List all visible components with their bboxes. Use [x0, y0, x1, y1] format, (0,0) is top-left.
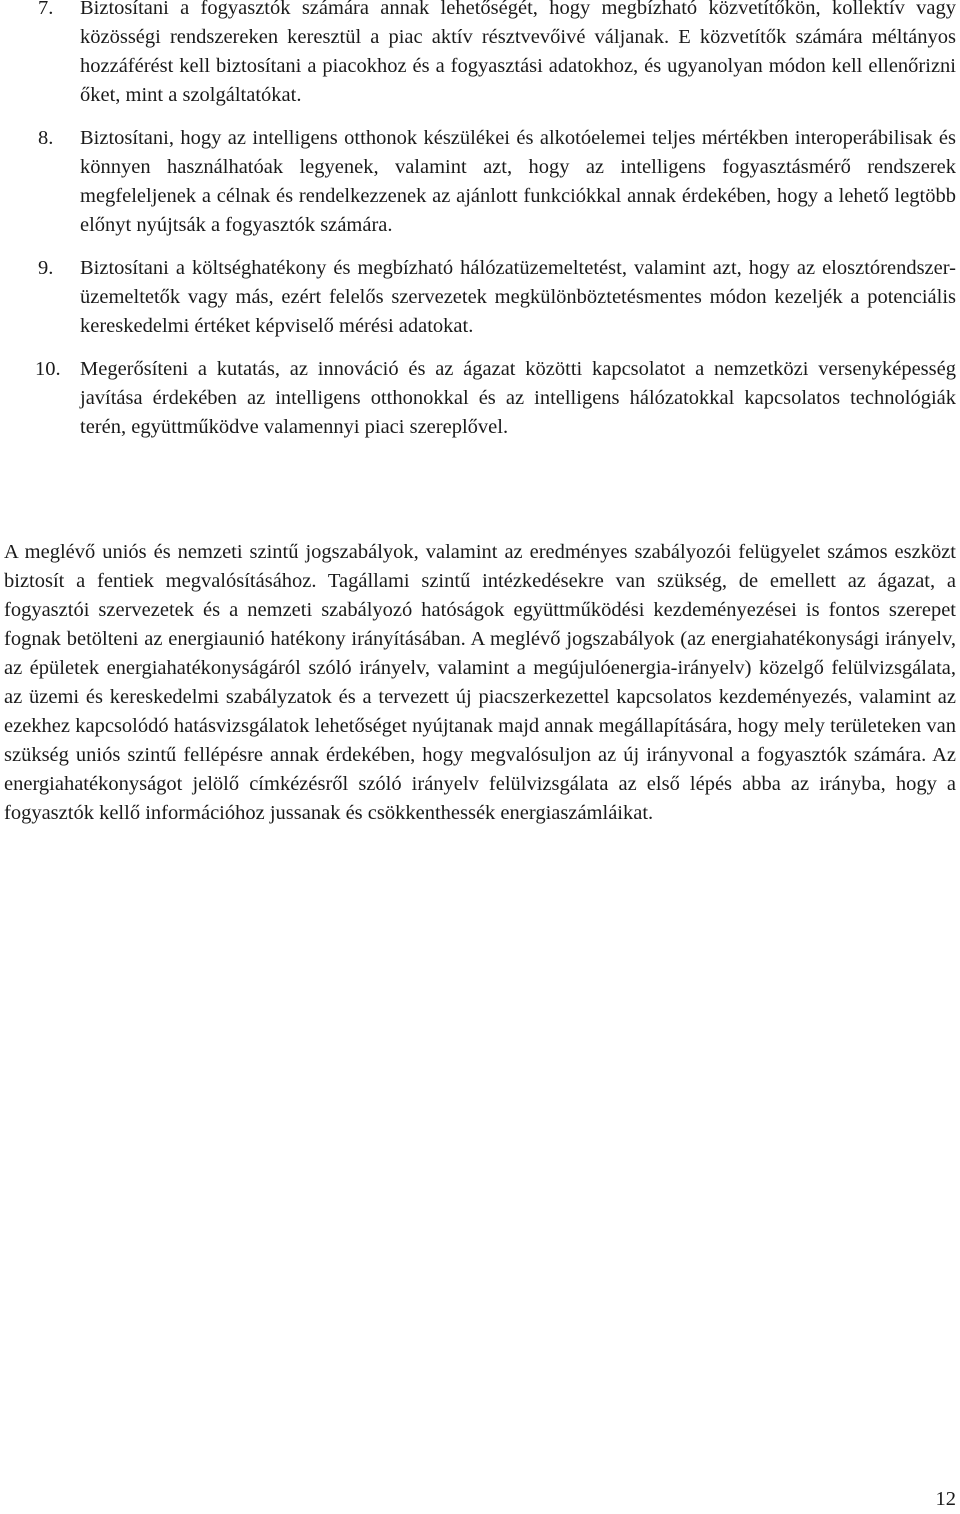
list-item-number: 8.	[38, 127, 54, 149]
list-item-text: Biztosítani a fogyasztók számára annak lehetőségét, hogy megbízható közvetítőkön, kollektív vagy közösségi rendszereken keresztül a piac aktív résztvevőivé váljanak. E közvetítők számára méltányos hozzáférést kell biztosítani a piacokhoz és a fogyasztási adatokhoz, és ugyanolyan módon kell ellenőrizni őket, mint a szolgáltatókat.	[80, 0, 956, 106]
list-item-text: Biztosítani a költséghatékony és megbízható hálózatüzemeltetést, valamint azt, hogy az elosztórendszer-üzemeltetők vagy más, ezért felelős szervezetek megkülönböztetésmentes módon kezeljék a potenciális kereskedelmi értéket képviselő mérési adatokat.	[80, 257, 956, 337]
list-item-number: 10.	[35, 358, 61, 380]
list-item-text: Biztosítani, hogy az intelligens otthonok készülékei és alkotóelemei teljes mértékben interoperábilisak és könnyen használhatóak legyenek, valamint azt, hogy az intelligens fogyasztásmérő rendszerek megfeleljenek a célnak és rendelkezzenek az ajánlott funkciókkal annak érdekében, hogy a lehető legtöbb előnyt nyújtsák a fogyasztók számára.	[80, 127, 956, 236]
list-item	[0, 124, 956, 240]
list-item-number: 7.	[38, 0, 54, 19]
list-item	[0, 355, 956, 442]
body-paragraph: A meglévő uniós és nemzeti szintű jogszabályok, valamint az eredményes szabályozói felügyelet számos eszközt biztosít a fentiek megvalósításához. Tagállami szintű intézkedésekre van szükség, de emellett az ágazat, a fogyasztói szervezetek és a nemzeti szabályozó hatóságok együttműködési kezdeményezései is fontos szerepet fognak betölteni az energiaunió hatékony irányításában. A meglévő jogszabályok (az energiahatékonysági irányelv, az épületek energiahatékonyságáról szóló irányelv, valamint a megújulóenergia-irányelv) közelgő felülvizsgálata, az üzemi és kereskedelmi szabályzatok és a tervezett új piacszerkezettel kapcsolatos kezdeményezés, valamint az ezekhez kapcsolódó hatásvizsgálatok lehetőséget nyújtanak majd annak megállapítására, hogy mely területeken van szükség uniós szintű fellépésre annak érdekében, hogy megvalósuljon az új irányvonal a fogyasztók számára. Az energiahatékonyságot jelölő címkézésről szóló irányelv felülvizsgálata az első lépés abba az irányba, hogy a fogyasztók kellő információhoz jussanak és csökkenthessék energiaszámláikat.	[4, 541, 956, 824]
list-item-number: 9.	[38, 257, 54, 279]
list-item-text: Megerősíteni a kutatás, az innováció és az ágazat közötti kapcsolatot a nemzetközi versenyképesség javítása érdekében az intelligens otthonokkal és az intelligens hálózatokkal kapcsolatos technológiák terén, együttműködve valamennyi piaci szereplővel.	[80, 358, 956, 438]
list-item	[0, 0, 956, 110]
numbered-list	[0, 0, 956, 456]
page-number: 12	[935, 1488, 956, 1510]
list-item	[0, 254, 956, 341]
